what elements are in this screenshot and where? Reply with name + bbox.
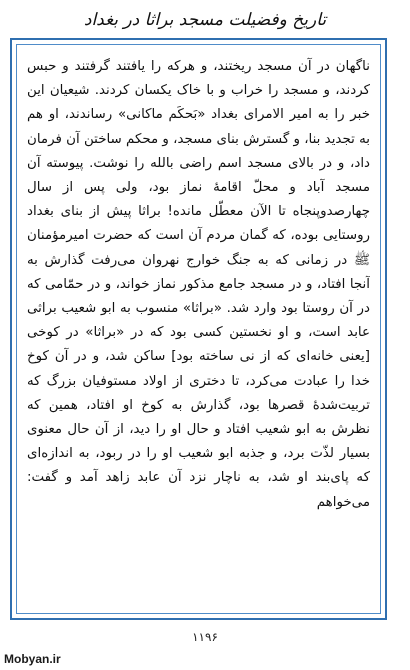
page-border-inner	[16, 44, 381, 614]
body-text	[27, 55, 370, 607]
body-paragraph: ناگهان در آن مسجد ریختند، و هرکه را یافتند گرفتند و حبس کردند، و مسجد را خراب و با خاک یکسان کردند. شیعیان این خبر را به امیر الامرای بغداد «بَحکَم ماکانی» رساندند، او هم به تجدید بنا، و گسترش بنای مسجد، و محکم ساختن آن فرمان داد، و در بالای مسجد اسم راضی بالله را نوشت. پیوسته آن مسجد آباد و محلّ اقامهٔ نماز بود، ولی پس از سال چهارصدوپنجاه تا الآن معطّل مانده! براثا پیش از بنای بغداد روستایی بوده، که گمان مردم آن است که حضرت امیرمؤمنان ﷺ در زمانی که به جنگ خوارج نهروان می‌رفت گذارش به آنجا افتاد، و در مسجد جامع مذکور نماز خواند، و در حمّامی که در آن روستا بود وارد شد. «براثا» منسوب به ابو شعیب براثی عابد است، و او نخستین کسی بود که در «براثا» در کوخی [یعنی خانه‌ای که از نی ساخته بود] ساکن شد، و در آن کوخ خدا را عبادت می‌کرد، تا دختری از اولاد مستوفیان بزرگ که تربیت‌شدهٔ قصرها بود، گذارش به کوخ او افتاد، همین که نظرش به ابو شعیب افتاد و حال او را دید، از آن حال معنوی بسیار لذّت برد، و جذبه ابو شعیب او را در ربود، به اندازه‌ای که پای‌بند او شد، به ناچار نزد آن عابد زاهد آمد و گفت: می‌خواهم	[27, 59, 370, 510]
site-watermark: Mobyan.ir	[4, 652, 61, 666]
page-border-outer	[10, 38, 387, 620]
page-number: ۱۱۹۶	[192, 630, 218, 644]
running-header-title: تاریخ وفضیلت مسجد براثا در بغداد	[83, 10, 327, 30]
